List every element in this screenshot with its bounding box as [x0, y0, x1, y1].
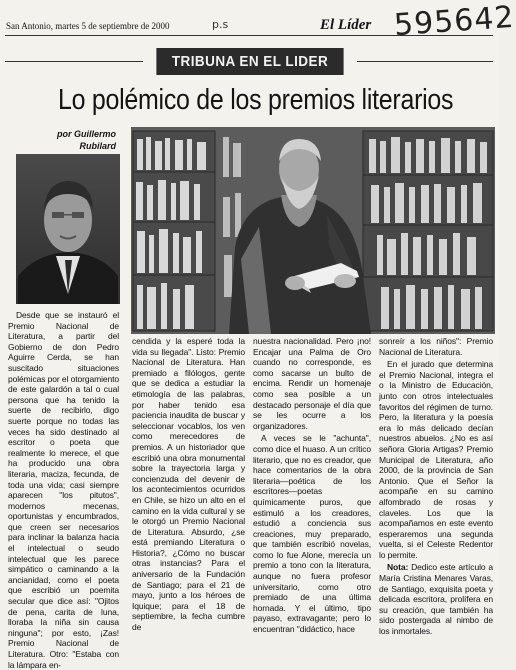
banner-rule-left	[5, 61, 143, 62]
paragraph: En el jurado que determina el Premio Nacional, integra el o la Ministro de Educación, junto con otros intelectuales favoritos del régimen de turno. Pero, la literatura y la poesía era lo más delicado decían nuestros abuelos. ¿No es así señora Gloria Artigas? Premio Municipal de Literatura, año 2000, de la provincia de San Antonio. Que el Señor la acompañe en su camino alfombrado de rosas y claveles. Los que la acompañamos en este evento esperaremos una segunda vuelta, si el Celeste Redentor lo permite.	[379, 359, 493, 560]
article-title: Lo polémico de los premios literarios	[58, 84, 454, 116]
article-photo	[131, 127, 495, 334]
handwritten-catalog-number: 595642	[392, 0, 516, 44]
byline-prefix: por Guillermo	[56, 129, 116, 139]
banner-rule-right	[357, 61, 493, 62]
author-portrait	[16, 154, 120, 304]
dateline: San Antonio, martes 5 de septiembre de 2000	[6, 21, 170, 31]
article-column-4	[379, 336, 493, 637]
byline	[40, 128, 116, 152]
note-paragraph	[379, 562, 493, 636]
header-rule	[5, 35, 493, 36]
section-banner: TRIBUNA EN EL LIDER	[156, 48, 343, 75]
note-text: Dedico este artículo a María Cristina Menares Varas, de Santiago, exquisita poeta y delicada escritora, prolífera en su creación, que también ha sido postergada al nimbo de los inmortales.	[379, 562, 493, 637]
note-label: Nota:	[387, 562, 409, 573]
article-column-1	[8, 310, 119, 670]
publication-name: El Líder	[320, 17, 372, 33]
author-name: Rubilard	[79, 141, 116, 151]
article-column-2	[132, 336, 245, 633]
paragraph: A veces se le "achunta", como dice el huaso. A un crítico literario, que no es creador, que hace comentarios de la obra literaria—poética de los escritores—poetas químicamente puros, que estimuló a los creadores, estudió a conciencia sus creaciones, muy preparado, que también escribió novelas, como lo fue Alone, merecía un premio a tono con la literatura, aunque no fuera profesor universitario, como otro premiado de una última hornada. Y el último, tipo payaso, extravagante; pero lo encuentran "didáctico, hace	[253, 433, 371, 635]
article-column-3	[253, 336, 371, 635]
paragraph: nuestra nacionalidad. Pero ¡no! Encajar una Palma de Oro cuando no corresponde, es como sacarse un bulto de encima. Rendir un homenaje como sea posible a un destacado personaje el día que se les ocurre a los organizadores.	[253, 336, 371, 431]
handwritten-page-mark: p.s	[212, 18, 229, 31]
paragraph: cendida y la esperé toda la vida su llegada". Listo: Premio Nacional de Literatura. Han premiado a filólogos, gente que se dedica a estudiar la etimología de las palabras, por haber tenido esa paciencia inaudita de buscar y seleccionar vocablos, los ven como merecedores de premios. A un historiador que escribió una obra monumental sobre la trayectoria larga y concienzuda del devenir de los acontecimientos ocurridos en Chile, se hizo un alto en el camino en la vida cultural y se le otorgó un Premio Nacional de Literatura. Absurdo, ¿se está premiando Literatura o Historia?, ¿Cómo no buscar otras instancias? Para el aniversario de la Fundación de Santiago; para el 21 de mayo, junto a los héroes de Iquique; para el 18 de septiembre, la fecha cumbre de	[132, 336, 245, 633]
paragraph: sonreír a los niños": Premio Nacional de Literatura.	[379, 336, 493, 357]
paragraph: Desde que se instauró el Premio Nacional de Literatura, a partir del Gobierno de don Pedro Aguirre Cerda, se han suscitado situaciones polémicas por el otorgamiento de este galardón a tal o cual persona que ha tenido la suerte de recibirlo, digo suerte porque no todas las veces ha sido destinado al escritor o poeta que realmente lo merece, el que ha producido una obra literaria, maciza, fecunda, de toda una vida; casi siempre aparecen "los pitutos", modernos mecenas, oportunistas y encumbrados, que creen ser necesarios para inclinar la balanza hacia el intelectual o seudo intelectual que les parece simpático o caminando a la ancianidad, como el poeta que escribió un poemita secular que dice así: "Ojitos de pena, carita de luna, lloraba la niña sin causa ninguna"; por esto, ¡Zas! Premio Nacional de Literatura. Otro: "Estaba con la lámpara en-	[8, 310, 119, 670]
